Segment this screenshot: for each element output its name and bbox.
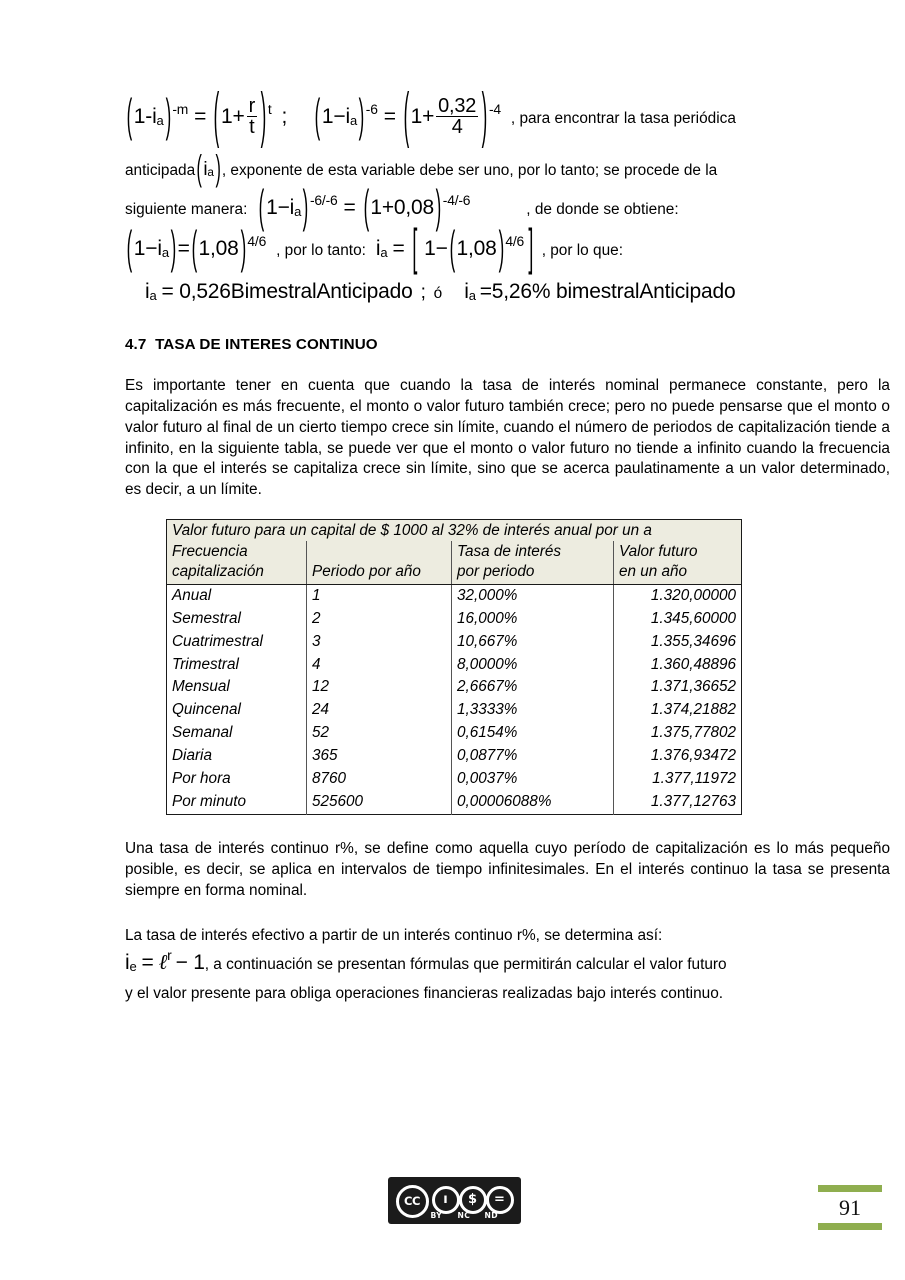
creative-commons-badge[interactable] xyxy=(388,1177,521,1224)
cell-periodos: 1 xyxy=(307,584,452,607)
exponent-r: r xyxy=(167,947,172,964)
future-value-table-wrapper xyxy=(166,519,741,814)
fraction-denominator: t xyxy=(247,116,257,137)
equals-sign: = xyxy=(194,105,207,129)
cc-nd-label: ND xyxy=(484,1210,498,1220)
exponent-4-6: 4/6 xyxy=(247,232,267,249)
equals-sign: = xyxy=(177,236,190,260)
paren-open-3: ( xyxy=(449,222,455,274)
text-por-lo-tanto: , por lo tanto: xyxy=(276,241,366,259)
table-row xyxy=(167,699,742,722)
cell-valor: 1.374,21882 xyxy=(614,699,742,722)
paren-open: ( xyxy=(126,222,133,274)
paren-open-3: ( xyxy=(314,91,321,143)
cell-valor: 1.376,93472 xyxy=(614,745,742,768)
subscript-a-2: a xyxy=(349,113,357,129)
fraction-denominator-2: 4 xyxy=(436,116,478,137)
table-row xyxy=(167,584,742,607)
exponent-t: t xyxy=(267,101,272,118)
formula-line-3 xyxy=(125,181,890,233)
cell-frecuencia: Diaria xyxy=(167,745,307,768)
equals-sign-2: = xyxy=(383,105,396,129)
header-cell-periodos xyxy=(307,541,452,584)
section-title: TASA DE INTERES CONTINUO xyxy=(155,335,378,353)
expr-base: 1−i xyxy=(266,195,295,219)
variable-i: i xyxy=(125,951,130,975)
formula-expr-ie xyxy=(125,947,205,975)
cell-tasa: 0,0877% xyxy=(452,745,614,768)
cc-nc-icon: $ xyxy=(459,1186,487,1214)
cell-valor: 1.345,60000 xyxy=(614,608,742,631)
exponent-neg6: -6 xyxy=(365,101,378,118)
fraction-numerator: r xyxy=(248,95,256,117)
cell-frecuencia: Mensual xyxy=(167,676,307,699)
bracket-close: ] xyxy=(528,220,534,276)
cell-tasa: 0,0037% xyxy=(452,768,614,791)
subscript-a: a xyxy=(294,203,302,219)
paren-close-2: ) xyxy=(435,181,442,233)
equals-sign-2: = xyxy=(392,236,405,260)
paren-open-4: ( xyxy=(403,83,409,151)
cell-frecuencia: Semestral xyxy=(167,608,307,631)
subscript-a: a xyxy=(207,165,214,179)
paren-open: ( xyxy=(126,91,133,143)
cell-tasa: 0,6154% xyxy=(452,722,614,745)
cc-nc-label: NC xyxy=(457,1210,471,1220)
paragraph-after-table: Una tasa de interés continuo r%, se define como aquella cuyo período de capitalización es lo más pequeño posible, es decir, se aplica en intervalos de tiempo infinitesimales. En el interés continuo la tasa se presenta siempre en forma nominal. xyxy=(125,839,890,899)
future-value-table xyxy=(166,519,742,814)
header-line-2: por periodo xyxy=(457,563,535,581)
cell-frecuencia: Anual xyxy=(167,584,307,607)
formula-expr-1b xyxy=(313,83,501,151)
expr-one-minus: 1− xyxy=(424,236,448,260)
cell-periodos: 52 xyxy=(307,722,452,745)
paren-close-4: ) xyxy=(481,83,488,151)
subscript-a-2: a xyxy=(380,244,388,260)
result-value-decimal: = 0,526BimestralAnticipado xyxy=(161,279,413,303)
paren-open: ( xyxy=(259,181,265,233)
section-heading xyxy=(125,336,890,353)
fraction-numerator-2: 0,32 xyxy=(438,95,477,117)
cell-tasa: 2,6667% xyxy=(452,676,614,699)
header-line-1: Frecuencia xyxy=(172,543,248,561)
table-row xyxy=(167,722,742,745)
subscript-a: a xyxy=(161,244,169,260)
formula-line-5-result xyxy=(125,281,890,302)
table-row xyxy=(167,608,742,631)
text-exponente: , exponente de esta variable debe ser uno, por lo tanto; se procede de la xyxy=(221,161,718,179)
header-cell-valor xyxy=(614,541,742,584)
table-title-row xyxy=(167,520,742,541)
cell-valor: 1.377,12763 xyxy=(614,791,742,814)
cell-frecuencia: Por minuto xyxy=(167,791,307,814)
text-de-donde: , de donde se obtiene: xyxy=(526,200,679,218)
paragraph-effective-tail: y el valor presente para obliga operaciones financieras realizadas bajo interés continuo. xyxy=(125,985,724,1003)
header-line-2: capitalización xyxy=(172,563,264,581)
cell-valor: 1.360,48896 xyxy=(614,654,742,677)
expr-one: 1+ xyxy=(221,105,245,129)
result-expr-decimal xyxy=(145,281,413,302)
formula-line-2 xyxy=(125,149,890,190)
table-row xyxy=(167,654,742,677)
subscript-a: a xyxy=(156,113,164,129)
cell-valor: 1.371,36652 xyxy=(614,676,742,699)
cell-valor: 1.320,00000 xyxy=(614,584,742,607)
exponent: -m xyxy=(172,101,189,118)
paren-close-2: ) xyxy=(240,222,246,274)
equals-sign: = xyxy=(343,195,356,219)
formula-expr-3 xyxy=(257,181,471,233)
equals-sign: = xyxy=(141,951,154,975)
table-body xyxy=(167,520,742,814)
cell-periodos: 3 xyxy=(307,631,452,654)
paren-close-3: ) xyxy=(498,222,504,274)
cc-by-icon: ı xyxy=(432,1186,460,1214)
text-siguiente-manera: siguiente manera: xyxy=(125,200,248,218)
expr-base-2: 1−i xyxy=(321,105,350,129)
cell-periodos: 2 xyxy=(307,608,452,631)
table-header-row xyxy=(167,541,742,584)
exponent-4-6-2: 4/6 xyxy=(505,232,525,249)
table-row xyxy=(167,768,742,791)
cell-frecuencia: Trimestral xyxy=(167,654,307,677)
header-line-2: Periodo por año xyxy=(312,563,421,581)
paren-open-2: ( xyxy=(363,181,369,233)
paren-open-2: ( xyxy=(191,222,197,274)
paren-close: ) xyxy=(215,149,221,190)
expr-base: 1-i xyxy=(133,105,157,129)
page-number-bar-bottom xyxy=(818,1223,882,1230)
semicolon-separator: ; xyxy=(281,105,288,129)
subscript-a: a xyxy=(149,287,157,303)
cell-valor: 1.355,34696 xyxy=(614,631,742,654)
page-number-block xyxy=(818,1185,882,1230)
header-line-1 xyxy=(312,542,446,562)
fraction-r-t xyxy=(247,96,257,138)
variable-i: i xyxy=(145,279,150,303)
exponent-neg4-6: -4/-6 xyxy=(442,191,471,208)
cell-periodos: 525600 xyxy=(307,791,452,814)
cell-valor: 1.377,11972 xyxy=(614,768,742,791)
table-row xyxy=(167,676,742,699)
paragraph-intro: Es importante tener en cuenta que cuando la tasa de interés nominal permanece constante, pero la capitalización es más frecuente, el monto o valor futuro también crece; pero no puede pensarse que el monto o valor futuro al final de un cierto tiempo crece sin límite, cuando el número de periodos de capitalización tiende a infinito, en la siguiente tabla, se puede ver que el monto o valor futuro no tiende a infinito cuando la frecuencia con la que el interés se capitaliza crece sin límite, sino que se acerca paulatinamente a un valor determinado, es decir, a un límite. xyxy=(125,376,890,499)
semicolon-separator: ; xyxy=(420,281,426,303)
section-number: 4.7 xyxy=(125,335,147,353)
formula-line-1 xyxy=(125,83,890,151)
table-row xyxy=(167,631,742,654)
cell-periodos: 4 xyxy=(307,654,452,677)
script-l-symbol: ℓ xyxy=(158,950,168,975)
subscript-a-2: a xyxy=(468,287,476,303)
table-title-text: Valor futuro para un capital de $ 1000 al 32% de interés anual por un a xyxy=(172,522,652,540)
formula-trailing-text: , para encontrar la tasa periódica xyxy=(510,110,736,128)
bracket-open: [ xyxy=(411,220,417,276)
minus-one: − 1 xyxy=(175,951,205,975)
expr-108-2: 1,08 xyxy=(456,236,497,260)
variable-i: i xyxy=(375,236,381,260)
formula-line-ie xyxy=(125,947,890,975)
table-row xyxy=(167,791,742,814)
cell-tasa: 32,000% xyxy=(452,584,614,607)
cell-periodos: 365 xyxy=(307,745,452,768)
cc-logo-icon: CC xyxy=(396,1185,429,1218)
page-number-bar-top xyxy=(818,1185,882,1192)
cell-periodos: 24 xyxy=(307,699,452,722)
exponent-neg6-6: -6/-6 xyxy=(310,191,338,208)
result-value-percent: =5,26% bimestralAnticipado xyxy=(479,279,736,303)
cell-tasa: 0,00006088% xyxy=(452,791,614,814)
paren-open-2: ( xyxy=(213,83,220,151)
header-line-2: en un año xyxy=(619,563,688,581)
expr-1plus008: 1+0,08 xyxy=(370,195,434,219)
expr-108: 1,08 xyxy=(198,236,239,260)
header-line-1: Tasa de interés xyxy=(457,543,562,561)
text-a-continuacion: , a continuación se presentan fórmulas que permitirán calcular el valor futuro xyxy=(204,956,727,974)
cell-tasa: 8,0000% xyxy=(452,654,614,677)
cell-periodos: 8760 xyxy=(307,768,452,791)
formula-line-4 xyxy=(125,220,890,276)
paren-close: ) xyxy=(302,181,309,233)
header-cell-tasa xyxy=(452,541,614,584)
cell-tasa: 1,3333% xyxy=(452,699,614,722)
paren-close-3: ) xyxy=(358,91,365,143)
text-anticipada: anticipada xyxy=(125,161,196,179)
paren-open: ( xyxy=(196,149,202,190)
cc-by-label: BY xyxy=(430,1210,443,1220)
cell-tasa: 10,667% xyxy=(452,631,614,654)
table-title-cell xyxy=(167,520,742,541)
result-expr-percent xyxy=(464,281,735,302)
formula-expr-4b xyxy=(375,220,536,276)
variable-i-2: i xyxy=(464,279,469,303)
variable-i: i xyxy=(203,158,208,180)
formula-expr-4a xyxy=(125,222,267,274)
expr-base: 1−i xyxy=(133,236,162,260)
cell-tasa: 16,000% xyxy=(452,608,614,631)
cell-frecuencia: Cuatrimestral xyxy=(167,631,307,654)
page-number: 91 xyxy=(839,1195,861,1220)
cell-valor: 1.375,77802 xyxy=(614,722,742,745)
paren-close-2: ) xyxy=(260,83,267,151)
variable-ia-paren xyxy=(195,149,222,190)
exponent-neg4: -4 xyxy=(488,101,501,118)
fraction-032-4 xyxy=(436,96,478,138)
paragraph-effective-intro: La tasa de interés efectivo a partir de un interés continuo r%, se determina así: xyxy=(125,926,663,944)
expr-one-2: 1+ xyxy=(410,105,435,129)
cc-nd-icon: = xyxy=(486,1186,514,1214)
cell-frecuencia: Por hora xyxy=(167,768,307,791)
cell-frecuencia: Quincenal xyxy=(167,699,307,722)
subscript-e: e xyxy=(129,959,137,975)
table-row xyxy=(167,745,742,768)
cc-badge-inner xyxy=(394,1181,516,1221)
page-content xyxy=(125,83,890,1005)
formula-expr-1a xyxy=(125,83,272,151)
cell-frecuencia: Semanal xyxy=(167,722,307,745)
header-line-1: Valor futuro xyxy=(619,543,698,561)
header-cell-frecuencia xyxy=(167,541,307,584)
cell-periodos: 12 xyxy=(307,676,452,699)
text-o: ó xyxy=(433,284,443,302)
paren-close: ) xyxy=(165,91,171,143)
text-por-lo-que: , por lo que: xyxy=(541,241,623,259)
paren-close: ) xyxy=(170,222,176,274)
